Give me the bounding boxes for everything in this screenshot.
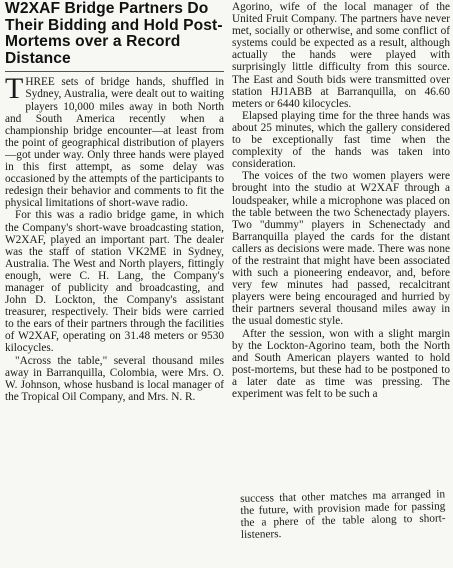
paragraph-4: Elapsed playing time for the three hands was about 25 minutes, which the gallery considered to be exceptionally fast time when the complexity of the hands was taken into consideration. — [232, 109, 450, 171]
paragraph-3: "Across the table," several thousand miles away in Barranquilla, Colombia, were Mrs. O. W. Johnson, whose husband is local manager of the Tropical Oil Company, and Mrs. N. R. — [5, 354, 224, 403]
paragraph-1 — [5, 72, 224, 210]
paragraph-6-tail: success that other matches ma arranged in the future, with provision made for passing the a phere of the table along to short-listeners. — [240, 488, 446, 542]
paragraph-1-text: HREE sets of bridge hands, shuffled in Sydney, Australia, were dealt out to waiting players 10,000 miles away in both North and South America recently when a championship bridge encounter—at least from the point of geographical distribution of players—got under way. Only three hands were played in this first attempt, as some delay was occasioned by the attempts of the participants to redesign their behavior and comments to fit the physical limitations of short-wave radio. — [5, 76, 224, 210]
skewed-tail-block — [240, 488, 446, 541]
left-column — [5, 0, 224, 403]
right-column — [232, 0, 450, 400]
paragraph-3-continued: Agorino, wife of the local manager of the United Fruit Company. The partners have never met, socially or otherwise, and some conflict of systems could be expected as a result, although actually the hands were played with surprisingly little difficulty from this source. The East and South bids were transmitted over station HJ1ABB at Barranquilla, on 46.60 meters or 6440 kilocycles. — [232, 1, 450, 110]
drop-cap: T — [5, 72, 24, 106]
paragraph-2: For this was a radio bridge game, in which the Company's short-wave broadcasting station, W2XAF, played an important part. The dealer was the staff of station VK2ME in Sydney, Australia. The West and North players, fittingly enough, were C. H. Lang, the Company's manager of publicity and broadcasting, and John D. Lockton, the Company's assistant treasurer, respectively. Their bids were carried to the ears of their partners through the facilities of W2XAF, operating on 31.48 meters or 9530 kilocycles. — [5, 209, 224, 355]
article-headline: W2XAF Bridge Partners Do Their Bidding and Hold Post-Mortems over a Record Distance — [5, 0, 223, 67]
paragraph-5: The voices of the two women players were brought into the studio at W2XAF through a loudspeaker, while a microphone was placed on the table between the two Schenectady players. Two "dummy" players in Schenectady and Barranquilla played the cards for the distant callers as decisions were made. There was none of the restraint that might have been associated with such a pioneering endeavor, and, before very few minutes had passed, recalcitrant players were being encouraged and hurried by their partners several thousand miles away in the usual domestic style. — [232, 170, 450, 328]
paragraph-6: After the session, won with a slight margin by the Lockton-Agorino team, both the North and South American players wanted to hold post-mortems, but these had to be postponed to a later date as time was pressing. The experiment was felt to be such a — [232, 327, 450, 400]
headline-rule — [5, 71, 224, 72]
